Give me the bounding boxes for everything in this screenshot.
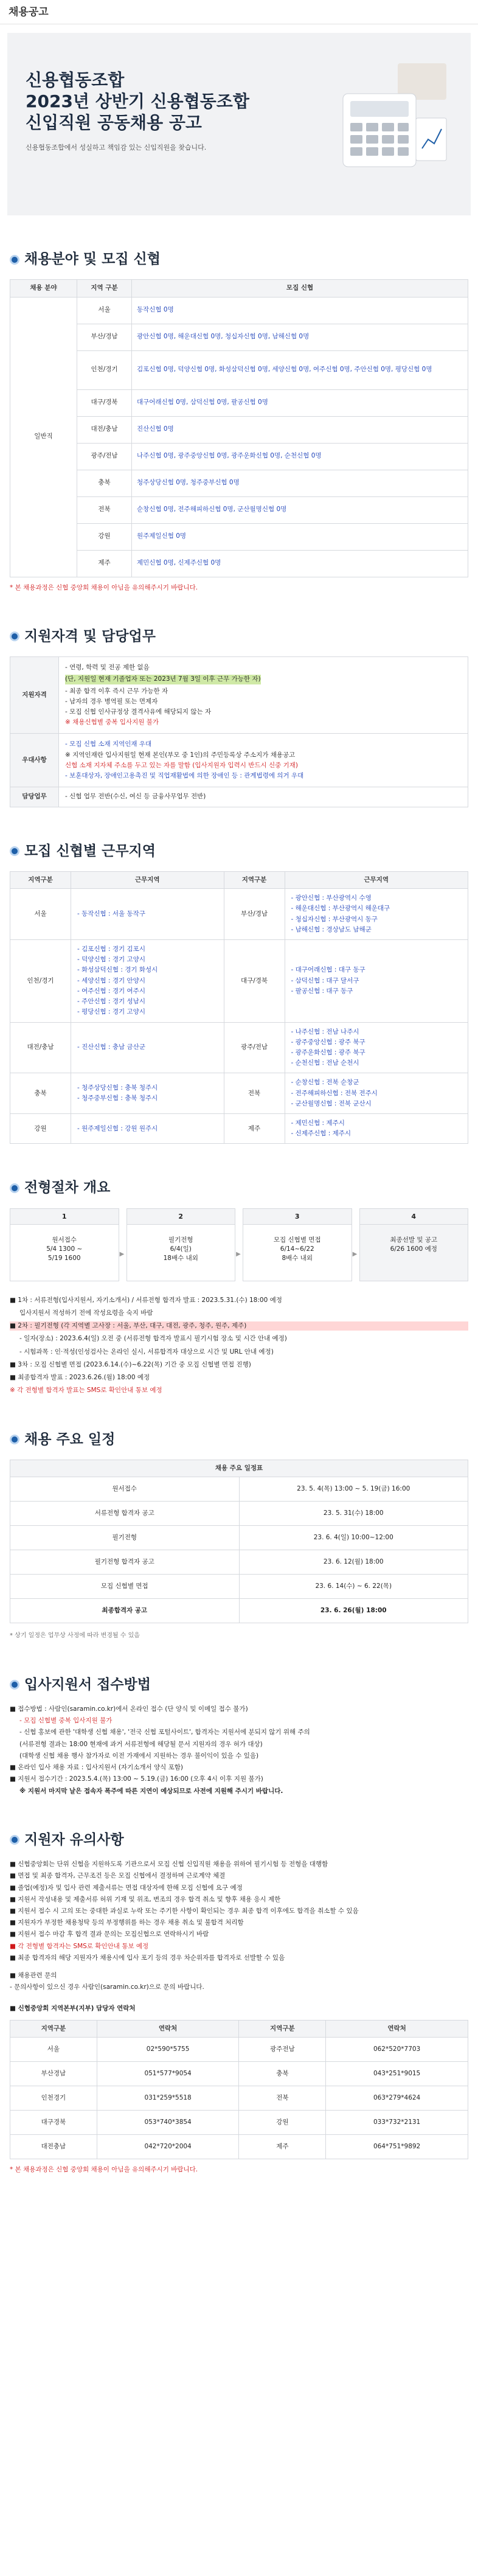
row-header: 우대사항 — [10, 734, 59, 787]
list-item: - 광주운화신협 : 광주 북구 — [291, 1048, 365, 1056]
hero-text — [26, 69, 249, 153]
section-title: 채용 주요 일정 — [10, 1430, 468, 1450]
table-row — [10, 1073, 468, 1114]
list-item: - 최종 합격 이후 즉시 근무 가능한 자 — [65, 687, 168, 695]
schedule-date: 23. 6. 14(수) ~ 6. 22(목) — [239, 1575, 468, 1599]
table-header: 지역구분 — [239, 2020, 326, 2037]
step-number: 3 — [243, 1209, 352, 1225]
work-area-cell — [71, 1114, 224, 1144]
arrow-right-icon: ▶ — [352, 1250, 358, 1258]
list-item: ※ 채용신협별 중복 입사지원 불가 — [65, 719, 159, 726]
table-row — [10, 2061, 468, 2086]
application-method-list — [10, 1705, 468, 1796]
duty-cell: - 신협 업무 전반(수신, 여신 등 금융사무업무 전반) — [59, 787, 468, 807]
credit-union-cell: 청주상당신협 0명, 청주중부신협 0명 — [132, 470, 468, 496]
list-item: - 청십자신협 : 부산광역시 동구 — [291, 915, 378, 923]
list-item: - 청주상당신협 : 충북 청주시 — [77, 1084, 158, 1091]
table-header: 근무지역 — [71, 871, 224, 888]
credit-union-cell: 진산신협 0명 — [132, 416, 468, 443]
arrow-right-icon: ▶ — [119, 1250, 125, 1258]
list-item: - 여주신협 : 경기 여주시 — [77, 987, 145, 995]
recruit-table — [10, 279, 468, 577]
schedule-table — [10, 1460, 468, 1623]
table-row — [10, 297, 468, 324]
table-row — [10, 470, 468, 496]
step-date: 6/4(일) — [170, 1245, 192, 1253]
section-title: 모집 신협별 근무지역 — [10, 841, 468, 862]
list-item: - 순창신협 : 전북 순창군 — [291, 1079, 359, 1087]
work-area-list — [291, 1028, 462, 1068]
list-item: - 모집 신협 인사규정상 결격사유에 해당되지 않는 자 — [65, 708, 212, 715]
list-item: - 광안신협 : 부산광역시 수영 — [291, 894, 372, 902]
table-header: 모집 신협 — [132, 280, 468, 297]
region-cell: 부산/경남 — [224, 889, 285, 940]
list-item: ■ 1차 : 서류전형(입사지원서, 자기소개서) / 서류전형 합격자 발표 : 2023.5.31.(수) 18:00 예정 — [10, 1296, 282, 1304]
list-item: - 남해신협 : 경상남도 남해군 — [291, 925, 372, 933]
work-area-cell — [71, 1073, 224, 1114]
step-number: 1 — [10, 1209, 119, 1225]
process-steps — [10, 1208, 468, 1281]
table-row — [10, 416, 468, 443]
region-cell: 대구/경북 — [77, 389, 132, 416]
phone-cell: 053*740*3854 — [97, 2110, 239, 2134]
bullet-dot-icon — [10, 632, 19, 641]
list-item: - 모집 신협별 중복 입사지원 불가 — [19, 1717, 113, 1725]
region-cell: 전북 — [77, 496, 132, 523]
inquiry-list — [10, 1971, 468, 1992]
credit-union-cell: 나주신협 0명, 광주중앙신협 0명, 광주운화신협 0명, 순천신협 0명 — [132, 443, 468, 470]
table-row — [10, 2110, 468, 2134]
list-item: - 신협 홍보에 관한 '대학생 신협 채용', '전국 신협 포털사이트', 합격자는 지원서에 분되지 않기 위해 주의 — [19, 1728, 310, 1736]
section-work-regions — [10, 841, 468, 1144]
list-item: ■ 신협중앙회는 단위 신협을 지원하도록 기관으로서 모집 신협 신입직원 채용을 위하여 필기시험 등 전형을 대행함 — [10, 1861, 328, 1868]
region-cell: 제주 — [239, 2134, 326, 2159]
region-cell: 인천/경기 — [10, 939, 71, 1022]
region-cell: 대구/경북 — [224, 939, 285, 1022]
table-row — [10, 1599, 468, 1623]
list-item: ■ 지원서 접수 시 고의 또는 중대한 과실로 누락 또는 주기한 사항이 확인되는 경우 최종 합격 이후에도 합격을 취소할 수 있음 — [10, 1907, 359, 1915]
list-item: - 전주해피하신협 : 전북 전주시 — [291, 1089, 378, 1097]
list-item: - 삼덕신협 : 대구 달서구 — [291, 976, 359, 984]
work-area-list — [77, 1124, 218, 1133]
table-row — [10, 496, 468, 523]
list-item: - 주안신협 : 경기 성남시 — [77, 998, 145, 1006]
work-area-cell — [285, 1022, 468, 1073]
list-item: - 연령, 학력 및 전공 제한 없음 — [65, 664, 150, 672]
region-cell: 충북 — [239, 2061, 326, 2086]
schedule-item: 서류전형 합격자 공고 — [10, 1502, 240, 1526]
section-application-method — [10, 1675, 468, 1796]
list-item: - 나주신협 : 전남 나주시 — [291, 1028, 359, 1036]
table-row — [10, 1502, 468, 1526]
list-item: - 청주중부신협 : 충북 청주시 — [77, 1095, 158, 1102]
step-date: 6/26 1600 예정 — [390, 1245, 437, 1253]
list-item: (서류전형 결과는 18:00 현재에 과거 서류전형에 해당될 문서 지원자의 경우 허가 대상) — [19, 1740, 263, 1748]
region-cell: 제주 — [224, 1114, 285, 1144]
list-item: ■ 면접 및 최종 합격자, 근무조건 등은 모집 신협에서 결정하며 근로계약 체결 — [10, 1872, 226, 1880]
phone-cell: 051*577*9054 — [97, 2061, 239, 2086]
work-area-cell — [71, 1022, 224, 1073]
hero-subtitle: 신용협동조합에서 성실하고 책임감 있는 신입직원을 찾습니다. — [26, 144, 207, 151]
caution-list — [10, 1860, 468, 1963]
schedule-item: 필기전형 — [10, 1526, 240, 1550]
list-item: ■ 채용관련 문의 — [10, 1972, 57, 1980]
list-item: ■ 지원자가 부정한 채용청탁 등의 부정행위를 하는 경우 채용 취소 및 불합격 처리함 — [10, 1919, 244, 1927]
table-header: 지역구분 — [224, 871, 285, 888]
list-item: - 신제주신협 : 제주시 — [291, 1130, 351, 1138]
field-cell: 일반직 — [10, 297, 77, 577]
list-item: 입사지원서 적성하기 전에 작성요령을 숙지 바람 — [19, 1309, 153, 1317]
region-cell: 대구경북 — [10, 2110, 97, 2134]
step-detail: 5/19 1600 — [47, 1255, 81, 1262]
credit-union-cell: 대구어래신협 0명, 삼덕신협 0명, 팔공신협 0명 — [132, 389, 468, 416]
schedule-item: 원서접수 — [10, 1477, 240, 1502]
step-number: 2 — [127, 1209, 235, 1225]
step-date: 6/14~6/22 — [280, 1245, 314, 1253]
list-item: ■ 2차 : 필기전형 (각 지역별 고사장 : 서울, 부산, 대구, 대전, 광주, 청주, 원주, 제주) — [10, 1321, 468, 1331]
region-cell: 충북 — [10, 1073, 71, 1114]
credit-union-cell: 김포신협 0명, 덕양신협 0명, 화성삼덕신협 0명, 세양신협 0명, 여주신협 0명, 주안신협 0명, 평당신협 0명 — [132, 350, 468, 389]
table-header: 연락처 — [326, 2020, 468, 2037]
work-area-cell — [71, 939, 224, 1022]
table-row — [10, 2134, 468, 2159]
work-area-list — [291, 1119, 462, 1138]
list-item: ■ 온라인 입사 채용 자료 : 입사지원서 (자기소개서 양식 포함) — [10, 1764, 183, 1772]
work-area-list — [291, 894, 462, 935]
work-area-cell — [285, 889, 468, 940]
schedule-date: 23. 5. 31(수) 18:00 — [239, 1502, 468, 1526]
region-cell: 충북 — [77, 470, 132, 496]
table-row — [10, 523, 468, 550]
bullet-dot-icon — [10, 1183, 19, 1193]
list-item: ※ 각 전형별 합격자 발표는 SMS로 확인안내 통보 예정 — [10, 1387, 162, 1394]
list-item: ■ 지원서 작성내용 및 제출서류 허위 기재 및 위조, 변조의 경우 합격 취소 및 향후 채용 응시 제한 — [10, 1895, 281, 1903]
table-row — [10, 787, 468, 807]
work-area-list — [291, 966, 462, 996]
list-item: - 제민신협 : 제주시 — [291, 1119, 345, 1127]
list-item: ■ 최종 합격자의 해당 지원자가 채용시에 입사 포기 등의 경우 차순위자를 합격자로 선발할 수 있음 — [10, 1954, 285, 1962]
list-item: - 군산월명신협 : 전북 군산시 — [291, 1099, 372, 1107]
table-row — [10, 1550, 468, 1575]
table-row — [10, 734, 468, 787]
list-item: - 보훈대상자, 장애인고용촉진 및 직업재활법에 의한 장애인 등 : 관계법령에 의거 우대 — [65, 772, 304, 780]
list-item: - 모집 신협 소재 지역인재 우대 — [65, 740, 152, 748]
table-row — [10, 2086, 468, 2110]
list-item: - 팔공신협 : 대구 동구 — [291, 987, 353, 995]
work-area-list — [77, 1084, 218, 1103]
hero-line-2: 2023년 상반기 신용협동조합 — [26, 91, 249, 111]
region-cell: 서울 — [77, 297, 132, 324]
region-cell: 전북 — [224, 1073, 285, 1114]
schedule-note: * 상기 일정은 업무상 사정에 따라 변경될 수 있음 — [10, 1632, 140, 1640]
work-area-list — [77, 945, 218, 1017]
work-area-list — [77, 910, 218, 919]
hero-line-1: 신용협동조합 — [26, 70, 125, 90]
row-header: 지원자격 — [10, 657, 59, 734]
page-title: 채용공고 — [0, 0, 478, 24]
region-cell: 전북 — [239, 2086, 326, 2110]
region-cell: 강원 — [10, 1114, 71, 1144]
list-item: ■ 졸업(예정)자 및 입사 관련 제출서류는 면접 대상자에 한해 모집 신협에 요구 예정 — [10, 1884, 243, 1892]
region-cell: 대전충남 — [10, 2134, 97, 2159]
bullet-dot-icon — [10, 1680, 19, 1690]
work-area-cell — [285, 939, 468, 1022]
bullet-dot-icon — [10, 255, 19, 265]
work-area-cell — [285, 1073, 468, 1114]
table-row — [10, 889, 468, 940]
work-area-list — [77, 1043, 218, 1052]
phone-cell: 043*251*9015 — [326, 2061, 468, 2086]
list-item: ■ 최종합격자 발표 : 2023.6.26.(월) 18:00 예정 — [10, 1374, 150, 1382]
table-row — [10, 1526, 468, 1550]
list-item: - 원주제일신협 : 강원 원주시 — [77, 1124, 158, 1132]
section-qualifications — [10, 627, 468, 807]
section-process — [10, 1178, 468, 1395]
table-header: 연락처 — [97, 2020, 239, 2037]
step-body — [10, 1225, 119, 1281]
table-header: 지역 구분 — [77, 280, 132, 297]
table-header: 근무지역 — [285, 871, 468, 888]
section-title: 전형절차 개요 — [10, 1178, 468, 1198]
list-item: ※ 지역인재란 입사지원일 현재 본인(부모 중 1인)의 주민등록상 주소지가 채용공고 — [65, 751, 296, 759]
list-item: (단, 지원일 현재 기졸업자 또는 2023년 7월 3일 이후 근무 가능한 자) — [65, 675, 261, 684]
list-item: - 시험과목 : 인·적성(인성검사는 온라인 실시, 서류합격자 대상으로 시간 및 URL 안내 예정) — [19, 1348, 274, 1356]
section-title: 지원자격 및 담당업무 — [10, 627, 468, 647]
list-item: ■ 각 전형별 합격자는 SMS로 확인안내 통보 예정 — [10, 1942, 149, 1950]
list-item: - 김포신협 : 경기 김포시 — [77, 945, 145, 953]
table-header: 채용 주요 일정표 — [10, 1460, 468, 1477]
region-cell: 광주전남 — [239, 2037, 326, 2061]
phone-cell: 033*732*2131 — [326, 2110, 468, 2134]
list-item: ■ 3차 : 모집 신협별 면접 (2023.6.14.(수)~6.22(목) 기간 중 모집 신협별 면접 진행) — [10, 1360, 251, 1368]
region-cell: 인천/경기 — [77, 350, 132, 389]
table-row — [10, 389, 468, 416]
table-row — [10, 443, 468, 470]
list-item: 신협 소재 지자체 주소를 두고 있는 자를 말함 (입사지원자 입력시 반드시 신중 기재) — [65, 761, 298, 769]
qualification-table — [10, 656, 468, 807]
list-item: - 동작신협 : 서울 동작구 — [77, 910, 145, 917]
phone-cell: 02*590*5755 — [97, 2037, 239, 2061]
list-item: - 평당신협 : 경기 고양시 — [77, 1008, 145, 1016]
work-region-table — [10, 871, 468, 1144]
step-body — [243, 1225, 352, 1281]
step-label: 모집 신협별 면접 — [273, 1236, 321, 1244]
credit-union-cell: 원주제일신협 0명 — [132, 523, 468, 550]
region-cell: 강원 — [239, 2110, 326, 2134]
hero-line-3: 신입직원 공동채용 공고 — [26, 113, 202, 133]
list-item: - 대구어래신협 : 대구 동구 — [291, 966, 365, 974]
step-number: 4 — [360, 1209, 468, 1225]
table-row — [10, 550, 468, 577]
list-item: ■ 접수방법 : 사람인(saramin.co.kr)에서 온라인 접수 (단 양식 및 이메일 접수 불가) — [10, 1705, 248, 1713]
footer-spacer — [0, 2174, 478, 2223]
credit-union-cell: 동작신협 0명 — [132, 297, 468, 324]
list-item: - 해운대신협 : 부산광역시 해운대구 — [291, 905, 390, 913]
hero-banner — [7, 33, 471, 215]
table-row — [10, 2037, 468, 2061]
bullet-dot-icon — [10, 1435, 19, 1444]
process-step — [10, 1208, 125, 1281]
step-body — [360, 1225, 468, 1281]
table-row — [10, 1022, 468, 1073]
list-item: - 화성삼덕신협 : 경기 화성시 — [77, 966, 158, 974]
contact-title: ■ 신협중앙회 지역본부(지부) 담당자 연락처 — [10, 2005, 136, 2013]
list-item: - 덕양신협 : 경기 고양시 — [77, 956, 145, 964]
table-row — [10, 350, 468, 389]
process-step — [243, 1208, 358, 1281]
region-cell: 서울 — [10, 2037, 97, 2061]
region-cell: 서울 — [10, 889, 71, 940]
list-item: - 광주중앙신협 : 광주 북구 — [291, 1038, 365, 1046]
section-cautions — [10, 1830, 468, 2174]
list-item: - 일자(장소) : 2023.6.4(일) 오전 중 (서류전형 합격자 발표시 필기시험 장소 및 시간 안내 예정) — [19, 1335, 287, 1343]
row-header: 담당업무 — [10, 787, 59, 807]
schedule-date: 23. 6. 26(월) 18:00 — [239, 1599, 468, 1623]
step-date: 5/4 1300 ~ — [46, 1245, 83, 1253]
step-label: 필기전형 — [168, 1236, 193, 1244]
notice-text: * 본 채용과정은 신협 중앙회 채용이 아님을 유의해주시기 바랍니다. — [10, 583, 198, 591]
section-title: 입사지원서 접수방법 — [10, 1675, 468, 1695]
list-item: ■ 지원서 접수 마감 후 합격 결과 문의는 모집신협으로 연락하시기 바람 — [10, 1930, 209, 1938]
table-row — [10, 939, 468, 1022]
list-item: - 남자의 경우 병역필 또는 면제자 — [65, 697, 158, 705]
process-step — [359, 1208, 469, 1281]
arrow-right-icon: ▶ — [236, 1250, 241, 1258]
phone-cell: 062*520*7703 — [326, 2037, 468, 2061]
table-row — [10, 324, 468, 350]
table-row — [10, 1575, 468, 1599]
list-item: - 진산신협 : 충남 금산군 — [77, 1043, 145, 1051]
schedule-item: 모집 신협별 면접 — [10, 1575, 240, 1599]
table-row — [10, 1114, 468, 1144]
region-cell: 인천경기 — [10, 2086, 97, 2110]
process-step — [126, 1208, 241, 1281]
work-area-list — [291, 1078, 462, 1109]
process-detail-list — [10, 1296, 468, 1396]
phone-cell: 063*279*4624 — [326, 2086, 468, 2110]
step-label: 원서접수 — [52, 1236, 77, 1244]
schedule-date: 23. 6. 4(일) 10:00~12:00 — [239, 1526, 468, 1550]
list-item: - 순천신협 : 전남 순천시 — [291, 1059, 359, 1067]
region-cell: 대전/충남 — [10, 1022, 71, 1073]
bullet-dot-icon — [10, 1835, 19, 1845]
table-row — [10, 1477, 468, 1502]
region-cell: 대전/충남 — [77, 416, 132, 443]
table-header: 지역구분 — [10, 2020, 97, 2037]
region-cell: 제주 — [77, 550, 132, 577]
qualification-list-cell — [59, 657, 468, 734]
preference-list-cell — [59, 734, 468, 787]
step-detail: 18배수 내외 — [163, 1255, 198, 1262]
table-header: 채용 분야 — [10, 280, 77, 297]
schedule-item: 최종합격자 공고 — [10, 1599, 240, 1623]
schedule-date: 23. 5. 4(목) 13:00 ~ 5. 19(금) 16:00 — [239, 1477, 468, 1502]
region-cell: 광주/전남 — [224, 1022, 285, 1073]
schedule-date: 23. 6. 12(월) 18:00 — [239, 1550, 468, 1575]
calculator-illustration-icon — [325, 57, 452, 179]
list-item: ■ 지원서 접수기간 : 2023.5.4.(목) 13:00 ~ 5.19.(금) 16:00 (오후 4시 이후 지원 불가) — [10, 1775, 263, 1783]
schedule-item: 필기전형 합격자 공고 — [10, 1550, 240, 1575]
table-row — [10, 657, 468, 734]
notice-text: * 본 채용과정은 신협 중앙회 채용이 아님을 유의해주시기 바랍니다. — [10, 2165, 198, 2173]
credit-union-cell: 제민신협 0명, 신제주신협 0명 — [132, 550, 468, 577]
phone-cell: 031*259*5518 — [97, 2086, 239, 2110]
contact-table — [10, 2020, 468, 2159]
section-title: 지원자 유의사항 — [10, 1830, 468, 1850]
region-cell: 광주/전남 — [77, 443, 132, 470]
list-item: (대학생 신협 채용 행사 참가자로 이전 가재에서 지원하는 경우 불이익이 있을 수 있음) — [19, 1752, 259, 1760]
work-area-cell — [285, 1114, 468, 1144]
bullet-dot-icon — [10, 846, 19, 856]
list-item: - 세양신협 : 경기 안양시 — [77, 976, 145, 984]
region-cell: 강원 — [77, 523, 132, 550]
region-cell: 부산/경남 — [77, 324, 132, 350]
phone-cell: 042*720*2004 — [97, 2134, 239, 2159]
phone-cell: 064*751*9892 — [326, 2134, 468, 2159]
region-cell: 부산경남 — [10, 2061, 97, 2086]
section-schedule — [10, 1430, 468, 1641]
list-item: - 문의사항이 있으신 경우 사람인(saramin.co.kr)으로 문의 바랍니다. — [10, 1983, 204, 1991]
credit-union-cell: 광안신협 0명, 해운대신협 0명, 청십자신협 0명, 남해신협 0명 — [132, 324, 468, 350]
section-recruit-fields — [10, 249, 468, 593]
step-body — [127, 1225, 235, 1281]
step-label: 최종선발 및 공고 — [390, 1236, 438, 1244]
table-header: 지역구분 — [10, 871, 71, 888]
list-item: ※ 지원서 마지막 날은 접속자 폭주에 따른 지연이 예상되므로 사전에 지원해 주시기 바랍니다. — [19, 1787, 283, 1795]
section-title: 채용분야 및 모집 신협 — [10, 249, 468, 270]
work-area-cell — [71, 889, 224, 940]
step-detail: 8배수 내외 — [282, 1255, 313, 1262]
credit-union-cell: 순창신협 0명, 전주해피하신협 0명, 군산월명신협 0명 — [132, 496, 468, 523]
